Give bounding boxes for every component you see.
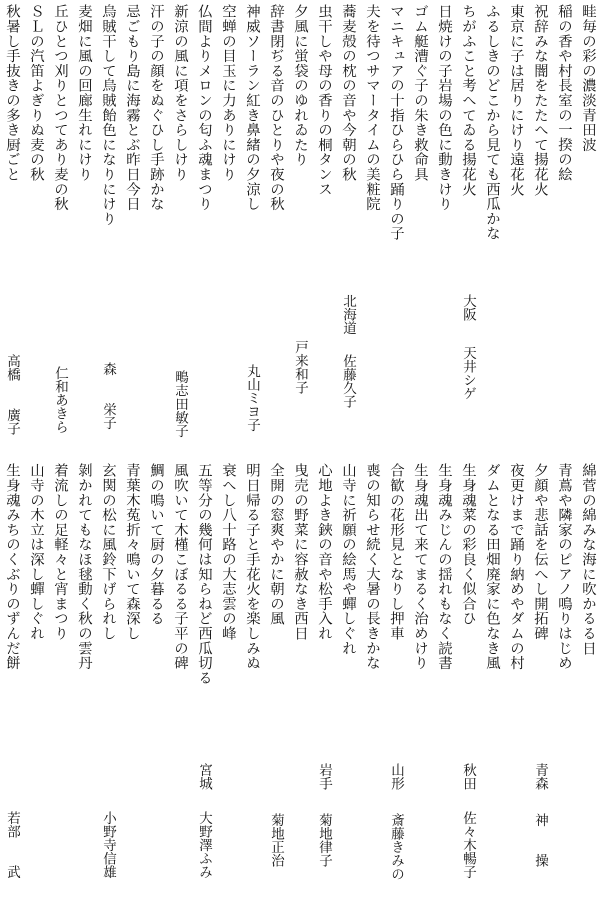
author-name: 高橋 廣子 [4,354,20,435]
author-name: 森 栄子 [100,362,116,430]
haiku-text: 麦畑に風の回廊生れにけり [76,4,92,182]
haiku-column [576,4,600,454]
haiku-text: 明日帰る子と手花火を楽しみぬ [244,463,260,671]
haiku-column [24,463,48,913]
haiku-text: 蕎麦殻の枕の音や今朝の秋 [340,4,356,182]
author-region: 宮城 [196,763,212,790]
haiku-column [504,463,528,913]
haiku-text: 祝辞みな闇をたたへて揚花火 [532,4,548,197]
author-region: 秋田 [460,763,476,790]
author-name: 鴫志田敏子 [172,370,188,438]
haiku-text: 曳売の野菜に容赦なき西日 [292,463,308,641]
haiku-column [0,463,24,913]
haiku-column [360,4,384,454]
haiku-text: 秋暑し手抜きの多き厨ごと [4,4,20,182]
author-credit [528,763,552,913]
haiku-text: 東京に子は居りにけり遠花火 [508,4,524,197]
haiku-text: 稲の香や村長室の一揆の絵 [556,4,572,182]
author-credit [0,294,24,454]
author-region: 岩手 [316,763,332,790]
haiku-column [72,4,96,454]
haiku-column [456,4,480,454]
author-name: 佐藤久子 [340,354,356,408]
haiku-column [456,463,480,913]
haiku-text: 剝かれてもなほ毬動く秋の雲丹 [76,463,92,671]
haiku-column [384,463,408,913]
haiku-column [528,4,552,454]
author-name: 丸山ミヨ子 [244,364,260,432]
author-credit [192,763,216,913]
haiku-text: 夕顔や悲話を伝へし開拓碑 [532,463,548,641]
author-credit [264,763,288,913]
haiku-text: 生身魂菜の彩良く似合ひ [460,463,476,626]
author-credit [96,294,120,454]
haiku-column [288,4,312,454]
haiku-column [480,4,504,454]
haiku-column [432,4,456,454]
author-region: 山形 [388,763,404,790]
haiku-text: 心地よき鋏の音や松手入れ [316,463,332,641]
author-credit [0,763,24,913]
haiku-text: 着流しの足軽々と宵まつり [52,463,68,641]
haiku-text: 風吹いて木槿こぼるる子平の碑 [172,463,188,671]
author-credit [48,294,72,454]
haiku-column [336,4,360,454]
haiku-text: 喪の知らせ続く大暑の長きかな [364,463,380,671]
author-name: 大野澤ふみ [196,811,212,879]
author-credit [336,294,360,454]
haiku-text: 夫を待つサマータイムの美粧院 [364,4,380,212]
haiku-column [432,463,456,913]
haiku-block-top [0,4,600,454]
author-credit [240,294,264,454]
haiku-column [312,463,336,913]
author-name: 小野寺信雄 [100,811,116,879]
haiku-text: 生身魂みちのくぶりのずんだ餅 [4,463,20,671]
haiku-text: 烏賊干して烏賊飴色になりにけり [100,4,116,226]
haiku-column [216,4,240,454]
haiku-text: ちがふこと考へてゐる揚花火 [460,4,476,197]
haiku-column [192,4,216,454]
haiku-text: 山寺に祈願の絵馬や蟬しぐれ [340,463,356,656]
haiku-column [408,4,432,454]
haiku-column [408,463,432,913]
haiku-column [120,4,144,454]
haiku-text: 青葉木菟折々鳴いて森深し [124,463,140,641]
author-region: 大阪 [460,294,476,321]
author-name: 斎藤きみの [388,813,404,881]
author-name: 若部 武 [4,811,20,879]
author-credit [456,763,480,913]
haiku-text: 生身魂みじんの揺れもなく読書 [436,463,452,671]
author-credit [312,763,336,913]
haiku-text: 日焼けの子岩場の色に動きけり [436,4,452,212]
haiku-column [216,463,240,913]
haiku-column [24,4,48,454]
haiku-text: ゴム艇漕ぐ子の朱き救命具 [412,4,428,182]
haiku-text: 新涼の風に項をさらしけり [172,4,188,182]
haiku-column [120,463,144,913]
haiku-column [336,463,360,913]
haiku-column [312,4,336,454]
haiku-text: 辞書閉ぢる音のひとりや夜の秋 [268,4,284,212]
haiku-column [192,463,216,913]
author-credit [456,294,480,454]
haiku-text: 夕風に蛍袋のゆれゐたり [292,4,308,167]
haiku-text: 衰へし八十路の大志雲の峰 [220,463,236,641]
haiku-column [288,463,312,913]
haiku-text: ＳＬの汽笛よぎりぬ麦の秋 [28,4,44,182]
haiku-column [72,463,96,913]
haiku-column [552,463,576,913]
haiku-column [96,4,120,454]
author-credit [168,294,192,454]
author-region: 北海道 [340,294,356,335]
haiku-text: 合歓の花形見となりし押車 [388,463,404,641]
haiku-text: 綿菅の綿みな海に吹かるる日 [580,463,596,656]
haiku-text: 忌ごもり島に海霧とぶ昨日今日 [124,4,140,212]
author-name: 神 操 [532,813,548,867]
author-credit [288,294,312,454]
haiku-text: 虫干しや母の香りの桐タンス [316,4,332,197]
author-name: 仁和あきら [52,366,68,434]
haiku-text: 神威ソーラン紅き鼻緒の夕涼し [244,4,260,212]
haiku-text: ふるしきのどこから見ても西瓜かな [484,4,500,241]
haiku-column [0,4,24,454]
haiku-column [264,4,288,454]
author-name: 佐々木暢子 [460,811,476,879]
haiku-text: 生身魂出て来てまるく治めけり [412,463,428,671]
haiku-text: 山寺の木立は深し蟬しぐれ [28,463,44,641]
haiku-column [552,4,576,454]
author-region: 青森 [532,763,548,790]
haiku-text: 夜更けまで踊り納めやダムの村 [508,463,524,671]
haiku-text: 玄関の松に風鈴下げられし [100,463,116,641]
haiku-column [480,463,504,913]
haiku-column [360,463,384,913]
haiku-text: マニキュアの十指ひらひら踊りの子 [388,4,404,241]
haiku-text: 仏間よりメロンの匂ふ魂まつり [196,4,212,212]
haiku-text: 青蔦や隣家のピアノ鳴りはじめ [556,463,572,671]
author-name: 戸来和子 [292,340,308,394]
haiku-text: 汗の子の顔をぬぐひし手跡かな [148,4,164,212]
haiku-text: 鯛の鳴いて厨の夕暮るる [148,463,164,626]
author-name: 菊地正治 [268,813,284,867]
haiku-column [168,463,192,913]
haiku-block-bottom [0,463,600,913]
haiku-column [504,4,528,454]
haiku-text: 丘ひとつ刈りとつてあり麦の秋 [52,4,68,212]
haiku-column [264,463,288,913]
author-credit [96,763,120,913]
haiku-column [240,463,264,913]
haiku-column [384,4,408,454]
haiku-column [48,463,72,913]
haiku-column [240,4,264,454]
haiku-text: 全開の窓爽やかに朝の風 [268,463,284,626]
haiku-column [48,4,72,454]
haiku-text: 五等分の幾何は知らねど西瓜切る [196,463,212,685]
haiku-text: 空蝉の目玉に力ありにけり [220,4,236,182]
haiku-column [144,463,168,913]
haiku-column [144,4,168,454]
haiku-text: 畦毎の彩の濃淡青田波 [580,4,596,152]
haiku-column [528,463,552,913]
haiku-column [168,4,192,454]
haiku-column [96,463,120,913]
haiku-text: ダムとなる田畑廃家に色なき風 [484,463,500,671]
haiku-column [576,463,600,913]
author-name: 天井シゲ [460,346,476,400]
author-name: 菊地律子 [316,813,332,867]
author-credit [384,763,408,913]
